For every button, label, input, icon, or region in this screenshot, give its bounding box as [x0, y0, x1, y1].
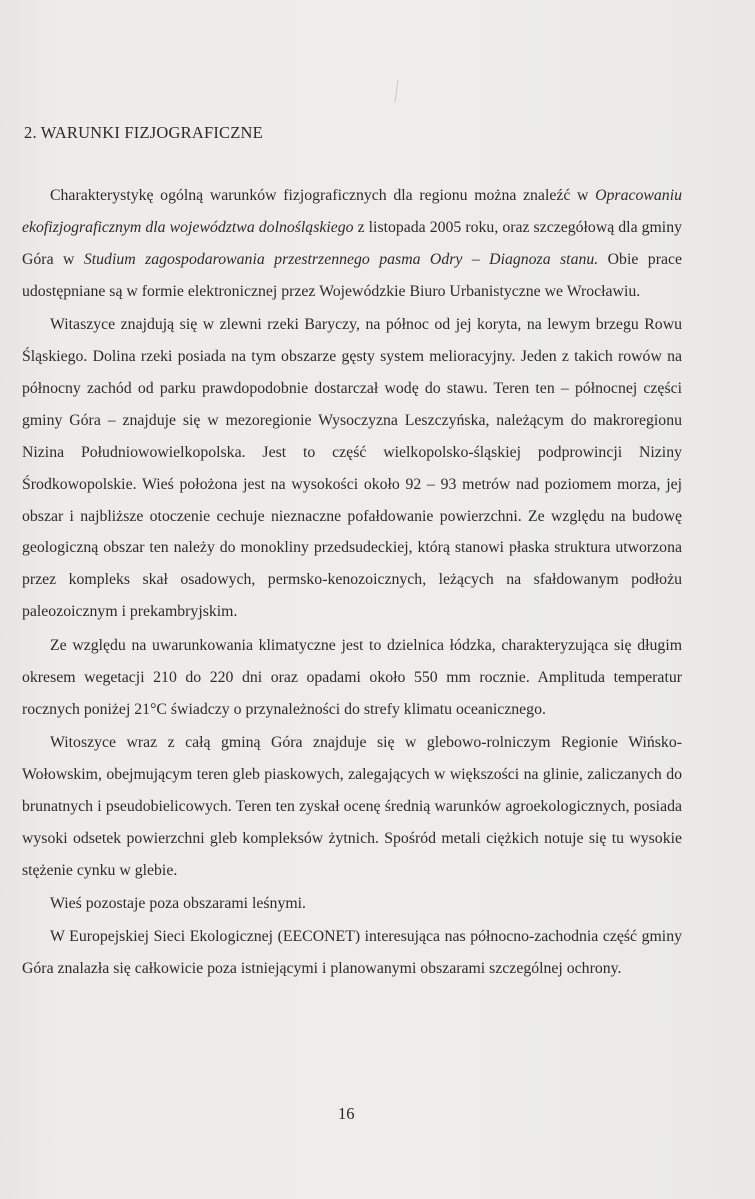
paragraph-4: Witoszyce wraz z całą gminą Góra znajduje się w glebowo-rolniczym Regionie Wińsko-Wołowskim, obejmującym teren gleb piaskowych, zalegających w większości na glinie, zaliczanych do brunatnych i pseudobielicowych. Teren ten zyskał ocenę średnią warunków agroekologicznych, posiada wysoki odsetek powierzchni gleb kompleksów żytnich. Spośród metali ciężkich notuje się tu wysokie stężenie cynku w glebie. [22, 733, 682, 879]
paragraph-1 [22, 180, 682, 308]
paragraph-1-text-c: z listopada 2005 roku, oraz szczegółową dla gminy Góra w [22, 218, 682, 268]
paragraph-2: Witaszyce znajdują się w zlewni rzeki Baryczy, na północ od jej koryta, na lewym brzegu Rowu Śląskiego. Dolina rzeki posiada na tym obszarze gęsty system melioracyjny. Jeden z takich rowów na północny zachód od parku prawdopodobnie dostarczał wodę do stawu. Teren ten – północnej części gminy Góra – znajduje się w mezoregionie Wysoczyzna Leszczyńska, należącym do makroregionu Nizina Południowowielkopolska. Jest to część wielkopolsko-śląskiej podprowincji Niziny Środkowopolskie. Wieś położona jest na wysokości około 92 – 93 metrów nad poziomem morza, jej obszar i najbliższe otoczenie cechuje nieznaczne pofałdowanie powierzchni. Ze względu na budowę geologiczną obszar ten należy do monokliny przedsudeckiej, którą stanowi płaska struktura utworzona przez kompleks skał osadowych, permsko-kenozoicznych, leżących na sfałdowanym podłożu paleozoicznym i prekambryjskim. [22, 316, 682, 621]
paragraph-1-text-a: Charakterystykę ogólną warunków fizjograficznych dla regionu można znaleźć w [50, 187, 596, 204]
paragraph-1-title-opracowanie: Opracowaniu ekofizjograficznym dla województwa dolnośląskiego [22, 187, 682, 236]
paragraph-1-title-studium: Studium zagospodarowania przestrzennego pasma Odry – Diagnoza stanu. [83, 250, 599, 268]
body-text [22, 180, 682, 987]
paragraph-1-text-e: Obie prace udostępniane są w formie elektronicznej przez Wojewódzkie Biuro Urbanistyczne we Wrocławiu. [22, 250, 682, 300]
section-heading: 2. WARUNKI FIZJOGRAFICZNE [24, 123, 263, 142]
paragraph-3: Ze względu na uwarunkowania klimatyczne jest to dzielnica łódzka, charakteryzująca się długim okresem wegetacji 210 do 220 dni oraz opadami około 550 mm rocznie. Amplituda temperatur rocznych poniżej 21°C świadczy o przynależności do strefy klimatu oceanicznego. [22, 636, 682, 718]
paragraph-5: Wieś pozostaje poza obszarami leśnymi. [50, 894, 306, 912]
paragraph-6: W Europejskiej Sieci Ekologicznej (EECONET) interesująca nas północno-zachodnia część gminy Góra znalazła się całkowicie poza istniejącymi i planowanymi obszarami szczególnej ochrony. [22, 928, 682, 978]
scan-speck [394, 80, 400, 102]
page-number: 16 [338, 1104, 355, 1123]
